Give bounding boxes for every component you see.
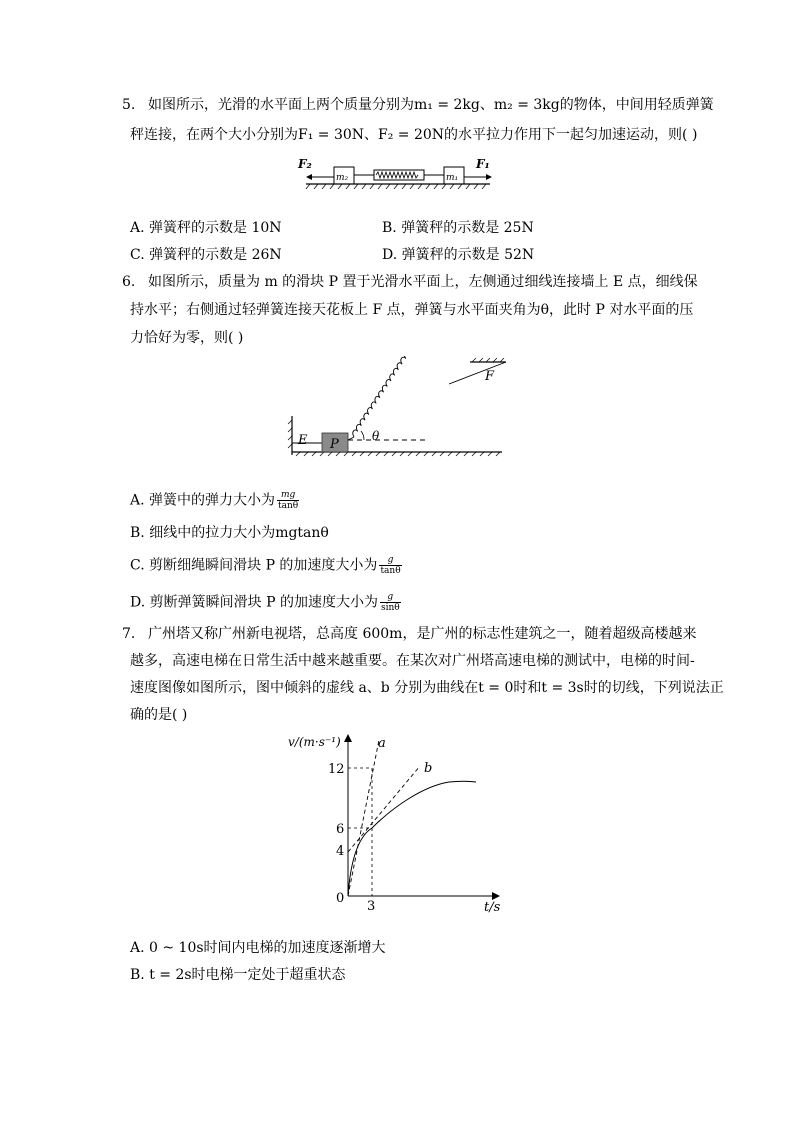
q5-number: 5. bbox=[122, 97, 136, 113]
q7-y-tick-6: 6 bbox=[336, 822, 345, 837]
q6-label-theta: θ bbox=[372, 429, 380, 443]
q7-x-axis-label: t/s bbox=[484, 900, 501, 915]
q6-option-d-den: sinθ bbox=[380, 603, 400, 613]
q5-option-d[interactable]: D. 弹簧秤的示数是 52N bbox=[382, 247, 535, 263]
q7-line-1: 广州塔又称广州新电视塔，总高度 600m，是广州的标志性建筑之一，随着超级高楼越来 bbox=[148, 626, 697, 642]
q7-number: 7. bbox=[122, 626, 136, 642]
q7-option-a[interactable]: A. 0 ~ 10s时间内电梯的加速度逐渐增大 bbox=[130, 940, 386, 956]
q6-label-f: F bbox=[485, 369, 495, 384]
q6-option-a-text: A. 弹簧中的弹力大小为 bbox=[130, 492, 276, 509]
q7-label-a: a bbox=[378, 736, 386, 751]
q5-option-a[interactable]: A. 弹簧秤的示数是 10N bbox=[130, 220, 282, 236]
q6-line-2: 持水平；右侧通过轻弹簧连接天花板上 F 点，弹簧与水平面夹角为θ，此时 P 对水平面的压 bbox=[130, 302, 694, 318]
q6-option-a-den: tanθ bbox=[278, 501, 299, 511]
q5-line-2: 秤连接，在两个大小分别为F₁ = 30N、F₂ = 20N的水平拉力作用下一起匀加速运动，则( ) bbox=[130, 127, 698, 143]
q6-option-a-fraction bbox=[277, 490, 299, 511]
q6-option-d-num: g bbox=[380, 592, 401, 603]
q5-line-1: 如图所示，光滑的水平面上两个质量分别为m₁ = 2kg、m₂ = 3kg的物体，中间用轻质弹簧 bbox=[148, 97, 714, 113]
q7-x-tick-3: 3 bbox=[367, 899, 376, 914]
q5-label-m1: m₁ bbox=[446, 173, 459, 183]
q7-label-b: b bbox=[424, 761, 433, 776]
q5-arrowhead-f2 bbox=[306, 174, 312, 180]
q7-y-tick-12: 12 bbox=[328, 762, 345, 777]
q6-option-c-text: C. 剪断细绳瞬间滑块 P 的加速度大小为 bbox=[130, 557, 378, 574]
q6-option-b[interactable]: B. 细线中的拉力大小为mgtanθ bbox=[130, 525, 329, 541]
q6-ground-hatch bbox=[296, 452, 500, 456]
q6-ceiling-hatch bbox=[472, 358, 504, 362]
q7-tangent-b bbox=[348, 766, 420, 852]
q6-figure bbox=[286, 356, 508, 458]
q6-line-3: 力恰好为零，则( ) bbox=[130, 330, 244, 346]
q6-spring bbox=[326, 356, 506, 440]
q7-line-4: 确的是( ) bbox=[130, 707, 188, 723]
q7-tangent-a bbox=[348, 740, 379, 896]
q7-option-b[interactable]: B. t = 2s时电梯一定处于超重状态 bbox=[130, 967, 346, 983]
q6-option-d-fraction bbox=[380, 592, 401, 613]
q5-label-f1: F₁ bbox=[476, 157, 490, 171]
q6-label-p: P bbox=[330, 437, 339, 452]
q6-option-a-num: mg bbox=[277, 490, 299, 501]
q5-ground-hatch bbox=[306, 184, 486, 189]
q6-option-c-fraction bbox=[379, 555, 401, 576]
q6-line-1: 如图所示，质量为 m 的滑块 P 置于光滑水平面上，左侧通过细线连接墙上 E 点，细线保 bbox=[148, 274, 698, 290]
q6-option-d[interactable] bbox=[130, 592, 401, 613]
q6-option-c-num: g bbox=[379, 555, 401, 566]
q5-label-m2: m₂ bbox=[336, 173, 349, 183]
q6-option-d-text: D. 剪断弹簧瞬间滑块 P 的加速度大小为 bbox=[130, 594, 378, 611]
q5-option-c[interactable]: C. 弹簧秤的示数是 26N bbox=[130, 247, 282, 263]
q6-option-c[interactable] bbox=[130, 555, 402, 576]
q6-number: 6. bbox=[122, 274, 136, 290]
q5-figure bbox=[296, 155, 496, 193]
q5-label-f2: F₂ bbox=[298, 157, 312, 171]
q7-origin-label: 0 bbox=[336, 891, 345, 906]
q6-angle-arc bbox=[361, 431, 364, 440]
q7-y-axis-label: v/(m·s⁻¹) bbox=[288, 735, 341, 749]
q7-y-tick-4: 4 bbox=[336, 844, 345, 859]
q6-option-a[interactable] bbox=[130, 490, 299, 511]
q6-wall-hatch bbox=[288, 420, 292, 448]
q7-line-2: 越多，高速电梯在日常生活中越来越重要。在某次对广州塔高速电梯的测试中，电梯的时间- bbox=[130, 653, 695, 669]
q6-option-c-den: tanθ bbox=[380, 566, 401, 576]
q7-line-3: 速度图像如图所示，图中倾斜的虚线 a、b 分别为曲线在t = 0时和t = 3s时的切线，下列说法正 bbox=[130, 680, 724, 696]
q6-label-e: E bbox=[298, 433, 308, 448]
q5-option-b[interactable]: B. 弹簧秤的示数是 25N bbox=[382, 220, 534, 236]
q7-velocity-time-graph bbox=[284, 728, 508, 918]
q5-arrowhead-f1 bbox=[486, 174, 492, 180]
